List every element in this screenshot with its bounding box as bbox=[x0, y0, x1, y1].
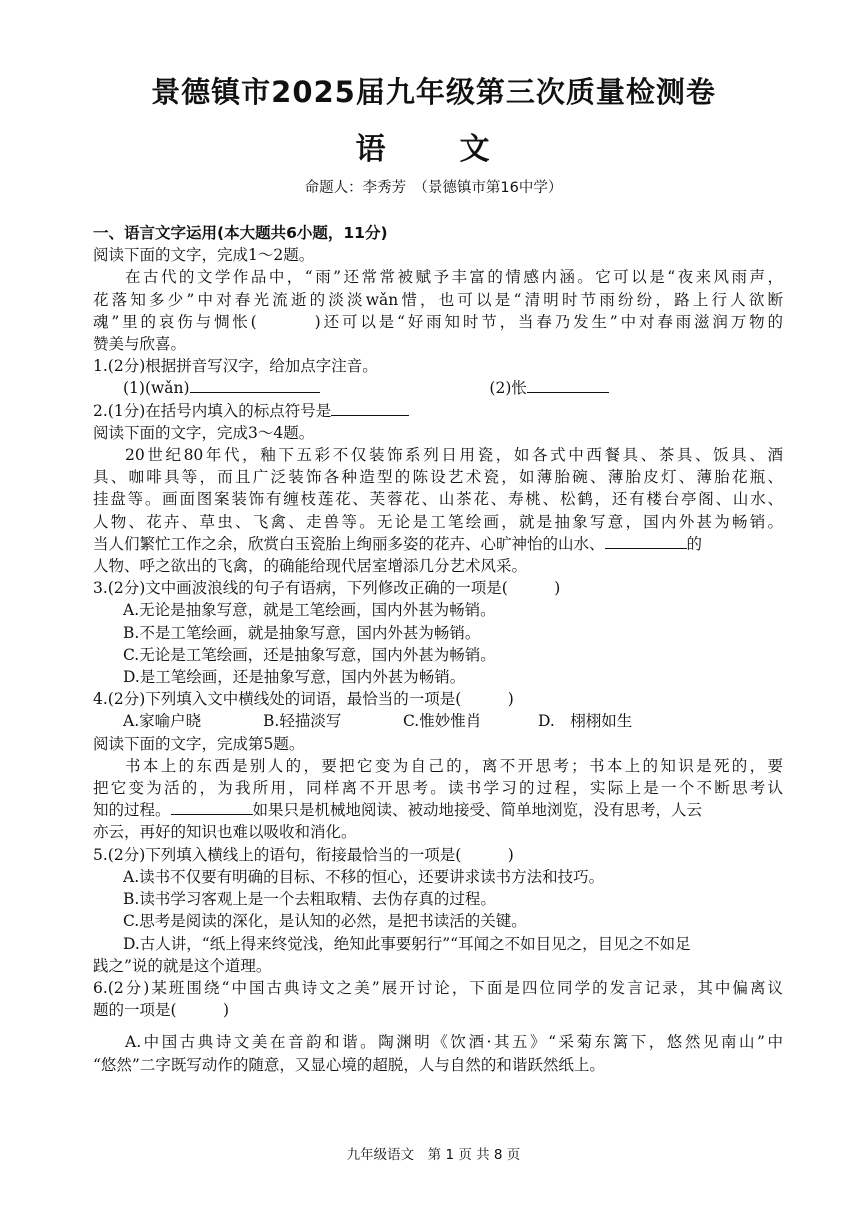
passage-2-line: 当人们繁忙工作之余，欣赏白玉瓷胎上绚丽多姿的花卉、心旷神怡的山水、 的 bbox=[93, 534, 703, 553]
reading-intro-3: 阅读下面的文字，完成第5题。 bbox=[93, 734, 305, 753]
passage-1-line: 魂”里的哀伤与惆怅( )还可以是“好雨知时节，当春乃发生”中对春雨滋润万物的 bbox=[93, 312, 783, 331]
reading-intro-2: 阅读下面的文字，完成3～4题。 bbox=[93, 423, 315, 442]
subject-title: 语 文 bbox=[355, 132, 512, 167]
reading-intro-1: 阅读下面的文字，完成1～2题。 bbox=[93, 246, 315, 265]
q4-fill-blank[interactable] bbox=[605, 533, 687, 549]
q5-option-a[interactable]: A.读书不仅要有明确的目标、不移的恒心，还要讲求读书方法和技巧。 bbox=[123, 867, 605, 886]
passage-2-line: 人物、花卉、草虫、飞禽、走兽等。无论是工笔绘画，就是抽象写意，国内外甚为畅销。 bbox=[93, 512, 783, 531]
passage-2-line: 具、咖啡具等，而且广泛装饰各种造型的陈设艺术瓷，如薄胎碗、薄胎皮灯、薄胎花瓶、 bbox=[93, 468, 783, 487]
q4-option-b[interactable]: B.轻描淡写 bbox=[263, 712, 342, 731]
q6-option-a-cont: “悠然”二字既写动作的随意，又显心境的超脱，人与自然的和谐跃然纸上。 bbox=[93, 1055, 605, 1074]
page-footer: 九年级语文 第 1 页 共 8 页 bbox=[346, 1147, 521, 1163]
passage-2-line: 挂盘等。画面图案装饰有缠枝莲花、芙蓉花、山茶花、寿桃、松鹤，还有楼台亭阁、山水、 bbox=[93, 490, 783, 509]
passage-3-line: 亦云，再好的知识也难以吸收和消化。 bbox=[93, 823, 357, 842]
q1-item-a-blank[interactable] bbox=[190, 377, 320, 393]
q1-item-b-label: (2)怅 bbox=[489, 379, 527, 398]
q3-option-a[interactable]: A.无论是抽象写意，就是工笔绘画，国内外甚为畅销。 bbox=[123, 601, 496, 620]
q1-item-a-label: (1)(wǎn) bbox=[123, 379, 190, 398]
exam-title: 景德镇市2025届九年级第三次质量检测卷 bbox=[151, 75, 716, 109]
q5-option-c[interactable]: C.思考是阅读的深化，是认知的必然，是把书读活的关键。 bbox=[123, 912, 527, 931]
q4-option-a[interactable]: A.家喻户晓 bbox=[123, 712, 202, 731]
q4-option-d[interactable]: D. 栩栩如生 bbox=[538, 712, 633, 731]
question-3: 3.(2分)文中画波浪线的句子有语病，下列修改正确的一项是( ) bbox=[93, 579, 561, 598]
q4-options bbox=[93, 710, 783, 732]
passage-1-line: 赞美与欣喜。 bbox=[93, 335, 187, 354]
q5-fill-blank[interactable] bbox=[171, 799, 253, 815]
q3-option-b[interactable]: B.不是工笔绘画，就是抽象写意，国内外甚为畅销。 bbox=[123, 623, 481, 642]
passage-2-line: 人物、呼之欲出的飞禽，的确能给现代居室增添几分艺术风采。 bbox=[93, 557, 528, 576]
question-6-cont: 题的一项是( ) bbox=[93, 1001, 230, 1020]
question-4: 4.(2分)下列填入文中横线处的词语，最恰当的一项是( ) bbox=[93, 690, 514, 709]
passage-2-line: 20世纪80年代，釉下五彩不仅装饰系列日用瓷，如各式中西餐具、茶具、饭具、酒 bbox=[125, 446, 783, 465]
exam-content bbox=[93, 222, 783, 1076]
author-line: 命题人：李秀芳 （景德镇市第16中学） bbox=[304, 180, 563, 196]
section-title: 一、语言文字运用(本大题共6小题，11分) bbox=[93, 224, 388, 242]
question-5: 5.(2分)下列填入横线上的语句，衔接最恰当的一项是( ) bbox=[93, 845, 514, 864]
question-1: 1.(2分)根据拼音写汉字，给加点字注音。 bbox=[93, 357, 378, 376]
q4-option-c[interactable]: C.惟妙惟肖 bbox=[403, 712, 482, 731]
passage-3-line: 书本上的东西是别人的，要把它变为自己的，离不开思考；书本上的知识是死的，要 bbox=[125, 756, 783, 775]
passage-3-line: 知的过程。 如果只是机械地阅读、被动地接受、简单地浏览，没有思考，人云 bbox=[93, 801, 703, 820]
question-6: 6.(2分)某班围绕“中国古典诗文之美”展开讨论，下面是四位同学的发言记录，其中偏离议 bbox=[93, 978, 783, 997]
question-1-items bbox=[93, 377, 783, 399]
q1-item-b-blank[interactable] bbox=[527, 377, 609, 393]
q5-option-b[interactable]: B.读书学习客观上是一个去粗取精、去伪存真的过程。 bbox=[123, 890, 496, 909]
q6-option-a[interactable]: A.中国古典诗文美在音韵和谐。陶渊明《饮酒·其五》“采菊东篱下，悠然见南山”中 bbox=[125, 1033, 783, 1052]
q5-option-d-cont: 践之”说的就是这个道理。 bbox=[93, 956, 272, 975]
passage-1-line: 花落知多少”中对春光流逝的淡淡wǎn惜，也可以是“清明时节雨纷纷，路上行人欲断 bbox=[93, 290, 783, 309]
q5-option-d[interactable]: D.古人讲，“纸上得来终觉浅，绝知此事要躬行”“耳闻之不如目见之，目见之不如足 bbox=[123, 934, 691, 953]
question-2: 2.(1分)在括号内填入的标点符号是 bbox=[93, 400, 783, 422]
passage-1-line: 在古代的文学作品中，“雨”还常常被赋予丰富的情感内涵。它可以是“夜来风雨声， bbox=[125, 268, 783, 287]
q2-answer-blank[interactable] bbox=[331, 400, 409, 416]
passage-3-line: 把它变为活的，为我所用，同样离不开思考。读书学习的过程，实际上是一个不断思考认 bbox=[93, 779, 783, 798]
q3-option-c[interactable]: C.无论是工笔绘画，还是抽象写意，国内外甚为畅销。 bbox=[123, 645, 496, 664]
q3-option-d[interactable]: D.是工笔绘画，还是抽象写意，国内外甚为畅销。 bbox=[123, 668, 466, 687]
